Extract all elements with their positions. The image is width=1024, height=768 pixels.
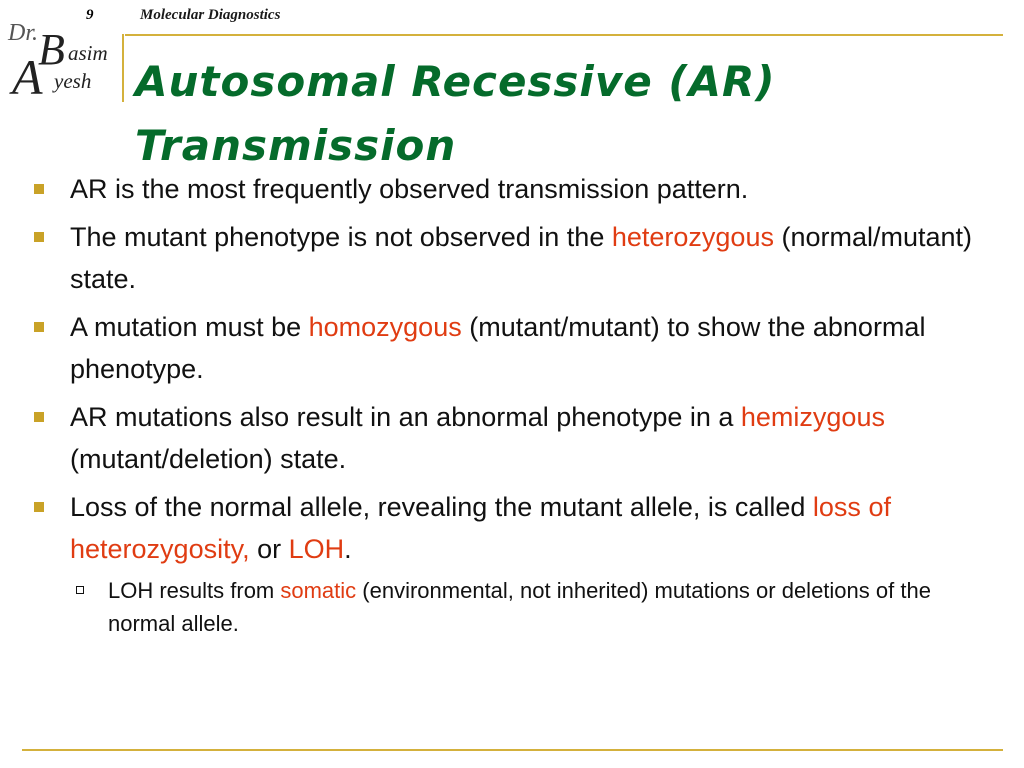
sub-bullet-item [70, 574, 990, 640]
highlighted-term: heterozygous [611, 222, 774, 252]
highlighted-term: somatic [280, 578, 357, 603]
highlighted-term: hemizygous [740, 402, 885, 432]
bullet-text-segment: LOH results from [108, 578, 281, 603]
logo-last-initial: A [12, 49, 43, 100]
bullet-text-segment: A mutation must be [70, 312, 309, 342]
bullet-item [30, 216, 990, 300]
logo-last-rest: yesh [54, 69, 92, 93]
bullet-text-segment: . [344, 534, 352, 564]
bullet-item [30, 486, 990, 640]
bullet-text-segment: (mutant/mutant) to show the abnormal phenotype. [70, 312, 926, 384]
bullet-item [30, 168, 990, 210]
hollow-square-bullet-icon [76, 586, 84, 594]
bullet-text-segment: (environmental, not inherited) mutations or deletions of the normal allele. [108, 578, 931, 636]
bullet-text-segment: (mutant/deletion) state. [70, 444, 347, 474]
header-rule [125, 34, 1003, 36]
bullet-text-segment: or [249, 534, 289, 564]
sub-bullet-list [70, 574, 990, 640]
bullet-text-segment: (normal/mutant) state. [70, 222, 973, 294]
highlighted-term: loss of heterozygosity, [70, 492, 891, 564]
bullet-item [30, 396, 990, 480]
square-bullet-icon [34, 322, 44, 332]
slide-number: 9 [86, 7, 94, 23]
square-bullet-icon [34, 502, 44, 512]
logo-prefix: Dr. [8, 20, 39, 46]
square-bullet-icon [34, 184, 44, 194]
bullet-item [30, 306, 990, 390]
logo-first-initial: B [38, 25, 65, 74]
square-bullet-icon [34, 412, 44, 422]
highlighted-term: LOH [288, 534, 345, 564]
header-vertical-rule [122, 34, 124, 102]
bullet-text-segment: AR mutations also result in an abnormal phenotype in a [70, 402, 741, 432]
logo-first-rest: asim [68, 41, 108, 65]
square-bullet-icon [34, 232, 44, 242]
bullet-text-segment: The mutant phenotype is not observed in the [70, 222, 612, 252]
bullet-text-segment: Loss of the normal allele, revealing the mutant allele, is called [70, 492, 813, 522]
footer-rule [22, 749, 1003, 751]
author-logo [6, 14, 120, 100]
bullet-text-segment: AR is the most frequently observed transmission pattern. [70, 174, 749, 204]
course-title: Molecular Diagnostics [140, 7, 281, 23]
highlighted-term: homozygous [308, 312, 462, 342]
slide-title: Autosomal Recessive (AR) Transmission [135, 57, 776, 170]
bullet-list [30, 168, 990, 646]
